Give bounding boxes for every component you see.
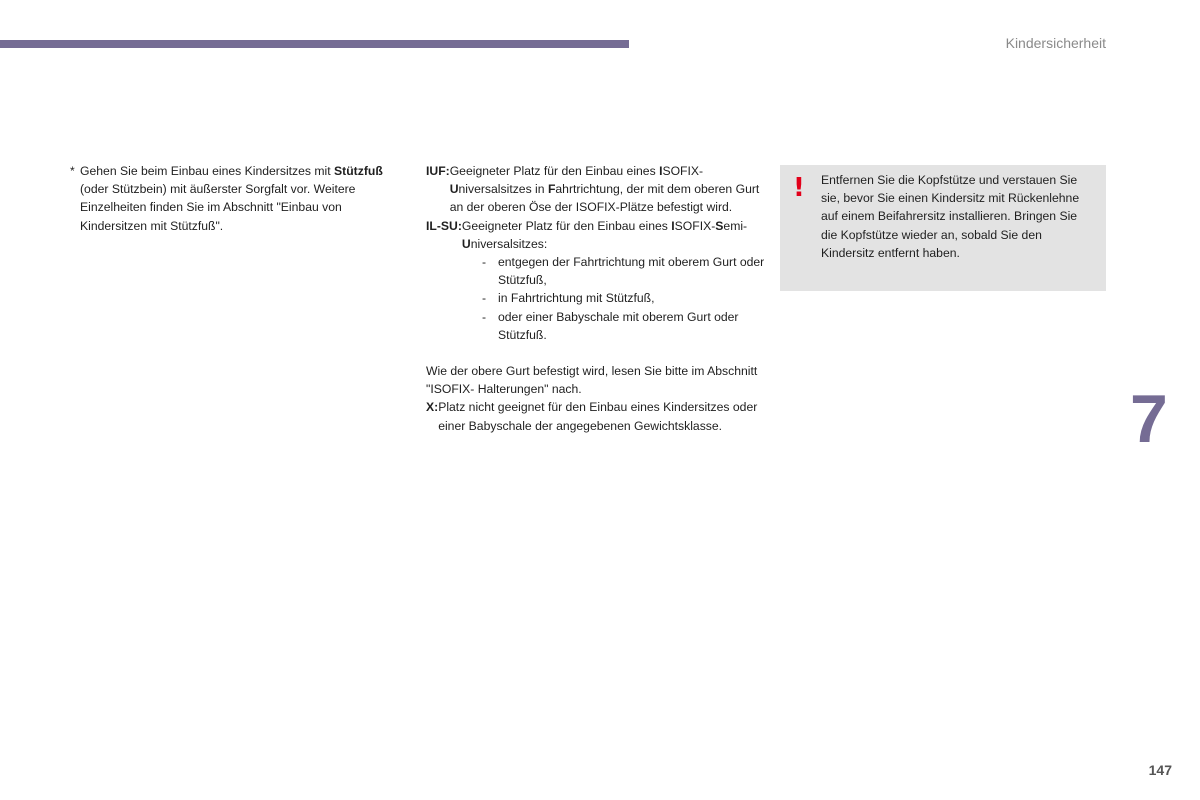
footnote-marker: *: [70, 164, 75, 178]
list-item: - oder einer Babyschale mit oberem Gurt oder Stützfuß.: [482, 309, 739, 342]
legend-ilsu-list: [482, 253, 771, 344]
legend-ilsu-text: Geeigneter Platz für den Einbau eines ISOFIX-Semi-Universalsitzes:: [461, 218, 748, 251]
chapter-number: 7: [1130, 381, 1168, 457]
isofix-reference-paragraph: Wie der obere Gurt befestigt wird, lesen Sie bitte im Abschnitt "ISOFIX- Halterungen" nach.: [426, 364, 758, 397]
legend-x-text: Platz nicht geeignet für den Einbau eines Kindersitzes oder einer Babyschale der angegebenen Gewichtsklasse.: [438, 400, 758, 433]
footnote-text: Gehen Sie beim Einbau eines Kindersitzes mit Stützfuß (oder Stützbein) mit äußerster Sorgfalt vor. Weitere Einzelheiten finden Sie im Abschnitt "Einbau von Kindersitzen mit Stützfuß".: [80, 164, 383, 233]
footnote-bold-term: Stützfuß: [334, 164, 383, 178]
list-item: - entgegen der Fahrtrichtung mit oberem Gurt oder Stützfuß,: [482, 255, 765, 288]
legend-x-label: X:: [426, 400, 439, 415]
warning-box: [780, 165, 1106, 291]
legend-column: [426, 162, 771, 435]
legend-iuf-label: IUF:: [426, 164, 450, 178]
list-item: - in Fahrtrichtung mit Stützfuß,: [482, 291, 655, 306]
warning-text: Entfernen Sie die Kopfstütze und verstauen Sie sie, bevor Sie einen Kindersitz mit Rückenlehne auf einem Beifahrersitz installieren. Bringen Sie die Kopfstütze wieder an, sobald Sie den Kindersitz entfernt haben.: [821, 173, 1080, 260]
legend-ilsu: [426, 217, 771, 253]
legend-x: [426, 398, 771, 434]
legend-ilsu-label: IL-SU:: [426, 218, 462, 233]
legend-iuf-text: Geeigneter Platz für den Einbau eines ISOFIX-Universalsitzes in Fahrtrichtung, der mit dem oberen Gurt an der oberen Öse der ISOFIX-Plätze befestigt wird.: [449, 164, 760, 215]
warning-exclamation-icon: !: [793, 173, 805, 203]
section-title: Kindersicherheit: [1005, 35, 1106, 51]
page-number: 147: [1148, 762, 1172, 778]
footnote-column: [70, 162, 410, 235]
legend-iuf: [426, 162, 771, 217]
footnote: [70, 162, 410, 235]
header-accent-bar: [0, 40, 629, 48]
